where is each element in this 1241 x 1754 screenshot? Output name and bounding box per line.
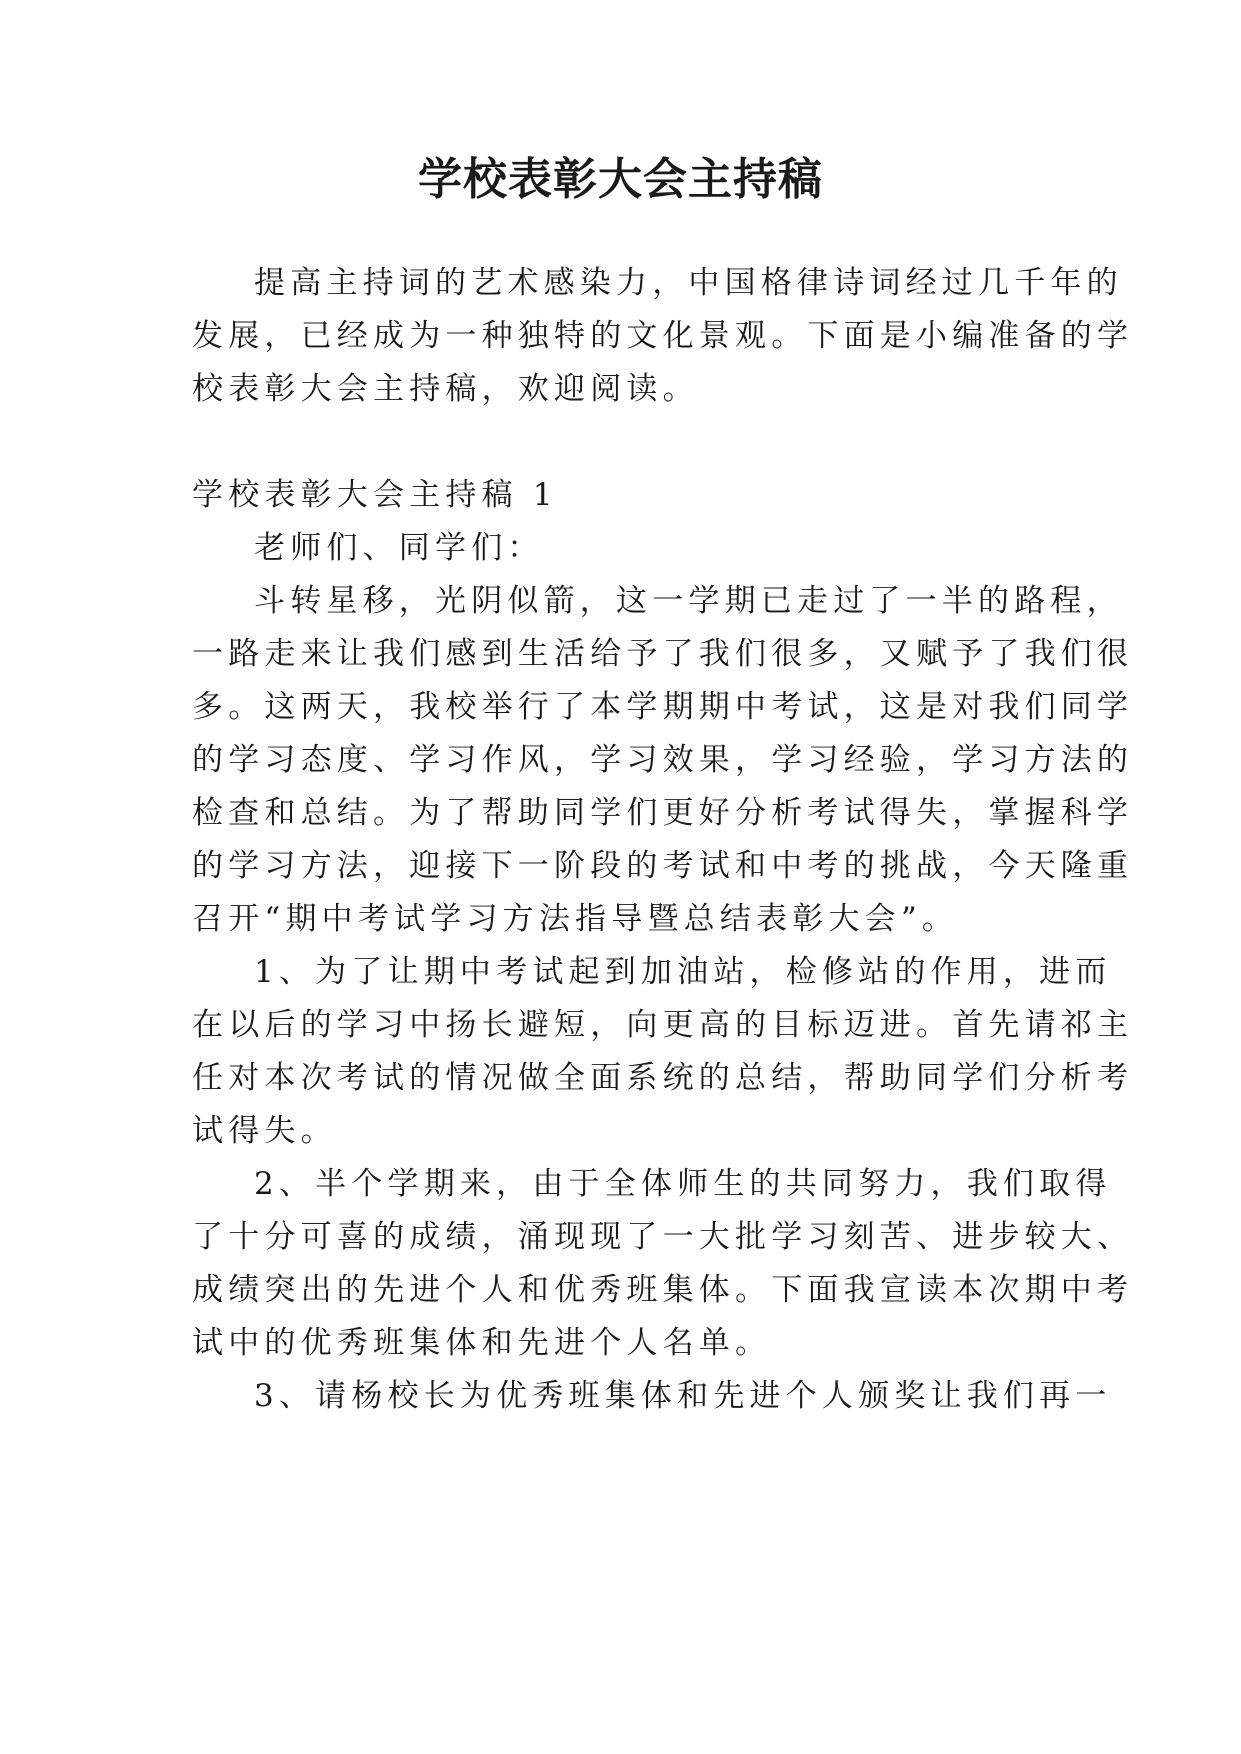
greeting-line: 老师们、同学们： (254, 530, 544, 566)
paragraph-line: 召开“期中考试学习方法指导暨总结表彰大会”。 (192, 901, 959, 937)
section-heading: 学校表彰大会主持稿 1 (192, 477, 558, 513)
list-item-line: 试得失。 (192, 1113, 337, 1149)
list-item-line: 了十分可喜的成绩，涌现现了一大批学习刻苦、进步较大、 (192, 1219, 1134, 1255)
list-item-line: 成绩突出的先进个人和优秀班集体。下面我宣读本次期中考 (192, 1272, 1134, 1308)
intro-line: 提高主持词的艺术感染力，中国格律诗词经过几千年的 (254, 265, 1123, 301)
list-item-line: 任对本次考试的情况做全面系统的总结，帮助同学们分析考 (192, 1060, 1134, 1096)
document-title: 学校表彰大会主持稿 (418, 154, 823, 205)
intro-line: 发展，已经成为一种独特的文化景观。下面是小编准备的学 (192, 318, 1134, 354)
intro-line: 校表彰大会主持稿，欢迎阅读。 (192, 371, 699, 407)
paragraph-line: 检查和总结。为了帮助同学们更好分析考试得失，掌握科学 (192, 795, 1134, 831)
paragraph-line: 的学习态度、学习作风，学习效果，学习经验，学习方法的 (192, 742, 1134, 778)
list-item-line: 3、请杨校长为优秀班集体和先进个人颁奖让我们再一 (254, 1378, 1112, 1414)
paragraph-line: 一路走来让我们感到生活给予了我们很多，又赋予了我们很 (192, 636, 1134, 672)
paragraph-line: 斗转星移，光阴似箭，这一学期已走过了一半的路程， (254, 583, 1123, 619)
list-item-line: 1、为了让期中考试起到加油站，检修站的作用，进而 (254, 954, 1112, 990)
list-item-line: 试中的优秀班集体和先进个人名单。 (192, 1325, 772, 1361)
paragraph-line: 多。这两天，我校举行了本学期期中考试，这是对我们同学 (192, 689, 1134, 725)
paragraph-line: 的学习方法，迎接下一阶段的考试和中考的挑战，今天隆重 (192, 848, 1134, 884)
list-item-line: 2、半个学期来，由于全体师生的共同努力，我们取得 (254, 1166, 1112, 1202)
list-item-line: 在以后的学习中扬长避短，向更高的目标迈进。首先请祁主 (192, 1007, 1134, 1043)
